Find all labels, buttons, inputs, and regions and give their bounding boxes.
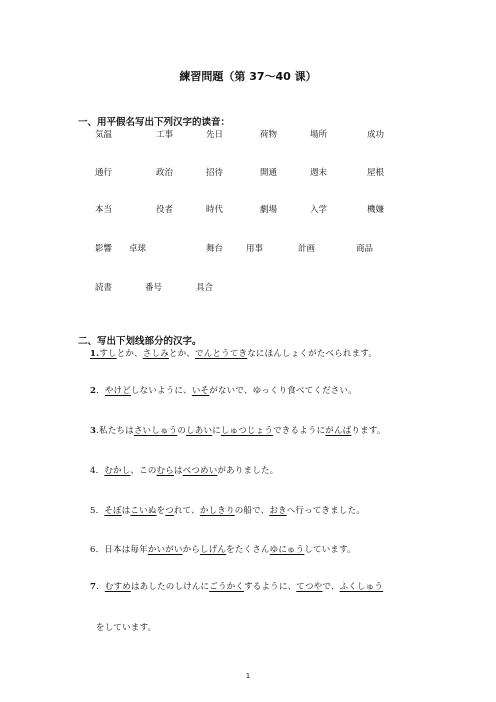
sentence-text: は [173,466,183,476]
vocab-item: 用事 [246,244,264,254]
underlined-word: かしきり [199,506,235,516]
sentence-text: ． [95,506,105,516]
question-7-continuation: をしています。 [96,623,157,633]
sentence-text: とか、 [168,349,196,359]
underlined-word: やけど [104,386,131,396]
vocab-item: 商品 [356,244,374,254]
sentence-text: から [182,545,201,555]
sentence-text: ります。 [351,426,386,436]
question-3 [90,424,386,436]
underlined-word: かいがい [147,545,183,555]
underlined-word: むすめ [104,582,131,592]
vocab-item: 本当 [95,205,113,215]
underlined-word: しげん [200,545,227,555]
vocab-item: 場所 [310,130,328,140]
underlined-word: むら [156,466,174,476]
sentence-text: ．日本は毎年 [95,545,148,555]
underlined-word: がんば [325,426,352,436]
vocab-item: 通行 [95,168,113,178]
sentence-text: で、 [322,582,340,592]
sentence-text: ． [96,582,105,592]
sentence-text: 私たちは [99,426,134,436]
question-6 [90,543,356,555]
sentence-text: なにほんしょくがたべられます。 [247,349,378,359]
vocab-row-3 [95,203,455,215]
vocab-item: 成功 [367,130,385,140]
sentence-text: ． [96,386,105,396]
underlined-word: ごうかく [209,582,245,592]
vocab-item: 招待 [206,168,224,178]
page-number: 1 [245,672,251,680]
question-7 [90,580,383,592]
vocab-row-1 [95,128,455,140]
sentence-text: の [177,426,187,436]
sentence-text: はあしたのしけんに [130,582,210,592]
underlined-word: つ [165,506,174,516]
underlined-word: ふくしゅう [339,582,384,592]
vocab-item: 屋根 [367,168,385,178]
question-number: 4 [90,466,96,476]
question-2 [90,384,357,396]
vocab-item: 時代 [206,205,224,215]
sentence-text: がないで、ゆっくり食べてください。 [209,386,357,396]
vocab-item: 機嫌 [367,205,385,215]
vocab-item: 劇場 [260,205,278,215]
vocab-item: 入学 [310,205,328,215]
underlined-word: さしみ [142,349,169,359]
vocab-item: 番号 [145,283,163,293]
underlined-word: そぼ [104,506,122,516]
question-number: 1. [90,349,100,359]
sentence-text: の船で、 [234,506,270,516]
question-5 [90,504,365,516]
vocab-item: 先日 [206,130,224,140]
sentence-text: しないように、 [130,386,192,396]
vocab-item: 政治 [156,168,174,178]
underlined-word: てつや [296,582,323,592]
question-4 [90,464,278,476]
vocab-item: 舞台 [206,244,224,254]
underlined-word: でんとうてき [195,349,248,359]
sentence-text: がありました。 [217,466,279,476]
vocab-item: 荷物 [260,130,278,140]
sentence-text: れて、 [173,506,200,516]
vocab-item: 気温 [95,130,113,140]
vocab-row-5 [95,281,455,293]
underlined-word: べつめい [182,466,218,476]
vocab-item: 影響 [95,244,113,254]
sentence-text: は [121,506,131,516]
sentence-text: . [96,426,100,436]
vocab-row-2 [95,166,455,178]
page-title: 練習問題（第 37～40 课） [179,70,317,83]
section-2-heading: 二、写出下划线部分的汉字。 [78,336,202,347]
question-1 [90,347,377,359]
sentence-text: へ行ってきました。 [286,506,366,516]
vocab-row-4 [95,242,455,254]
underlined-word: いそ [191,386,210,396]
underlined-word: しあい [186,426,213,436]
vocab-item: 工事 [156,130,174,140]
underlined-word: こいぬ [130,506,157,516]
sentence-text: をたくさん [226,545,270,555]
underlined-word: おき [269,506,287,516]
sentence-text: するように、 [244,582,297,592]
underlined-word: さいしゅう [133,426,178,436]
sentence-text: しています。 [304,545,356,555]
vocab-item: 具合 [196,283,214,293]
underlined-word: むかし [104,466,131,476]
underlined-word: ゆにゅう [269,545,305,555]
vocab-item: 卓球 [129,244,147,254]
vocab-item: 週末 [310,168,328,178]
vocab-item: 開通 [260,168,278,178]
sentence-text: 、この [130,466,157,476]
underlined-word: すし [99,349,117,359]
question-number: 5 [90,506,96,516]
sentence-text: ． [95,466,105,476]
underlined-word: しゅつじょう [220,426,274,436]
section-1-heading: 一、用平假名写出下列汉字的读音： [78,117,231,128]
question-number: 2 [90,386,97,396]
vocab-item: 計画 [298,244,316,254]
vocab-item: 読書 [95,283,113,293]
sentence-text: できるように [273,426,326,436]
vocab-item: 役者 [156,205,174,215]
question-number: 6 [90,545,96,555]
sentence-text: を [156,506,166,516]
sentence-text: に [212,426,221,436]
question-number: 3 [90,426,97,436]
sentence-text: とか、 [116,349,143,359]
question-number: 7 [90,582,97,592]
